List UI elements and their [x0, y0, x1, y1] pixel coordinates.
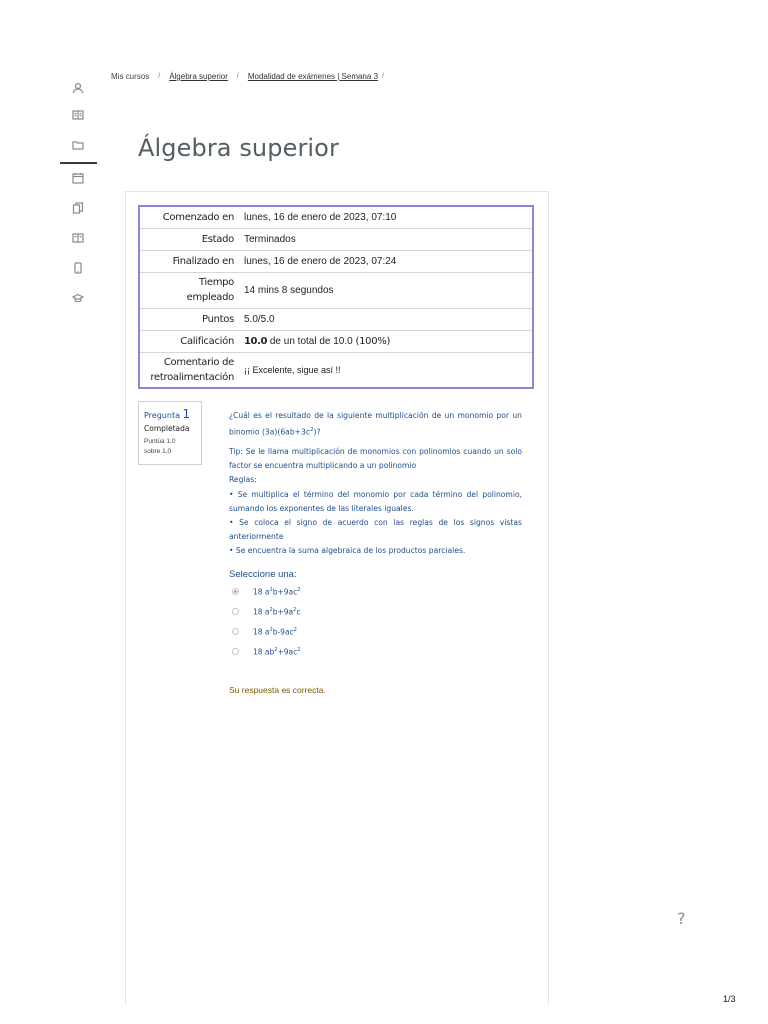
- radio-selected-icon[interactable]: [232, 588, 239, 595]
- user-icon[interactable]: [60, 78, 96, 98]
- option-label: 18 $a^2b+9ac^2$: [253, 587, 301, 597]
- answer-feedback: Su respuesta es correcta.: [229, 685, 326, 695]
- answer-prompt: Seleccione una:: [229, 569, 297, 580]
- question-info-box: [138, 401, 202, 465]
- summary-value: lunes, 16 de enero de 2023, 07:10: [244, 211, 397, 223]
- question-statement: [229, 409, 522, 440]
- summary-value: ¡¡ Excelente, sigue así !!: [238, 352, 533, 388]
- breadcrumb-separator: /: [158, 73, 161, 80]
- calendar-icon[interactable]: [60, 168, 96, 188]
- page-title: Álgebra superior: [138, 134, 339, 162]
- breadcrumb-my-courses[interactable]: Mis cursos: [111, 72, 150, 81]
- breadcrumb-section-link[interactable]: Modalidad de exámenes | Semana 3: [247, 72, 379, 81]
- grade-value: 10.0: [244, 335, 268, 347]
- radio-icon[interactable]: [232, 648, 239, 655]
- summary-row-points: [139, 308, 533, 330]
- question-label: Pregunta: [144, 411, 180, 420]
- rules-title: Reglas:: [229, 475, 257, 485]
- summary-label: Estado: [139, 228, 238, 250]
- radio-icon[interactable]: [232, 608, 239, 615]
- summary-label: Calificación: [139, 330, 238, 352]
- exponent: 2: [310, 427, 314, 434]
- summary-label: Finalizado en: [139, 250, 238, 272]
- question-statement-end: )?: [313, 427, 321, 437]
- folder-icon[interactable]: [60, 135, 96, 155]
- answer-option[interactable]: [232, 627, 297, 637]
- rule-item: • Se encuentra la suma algebraica de los productos parciales.: [229, 546, 466, 556]
- answer-option[interactable]: [232, 587, 300, 597]
- summary-label: Comenzado en: [162, 211, 234, 223]
- graduation-cap-icon[interactable]: [60, 288, 96, 308]
- summary-label: [139, 352, 238, 388]
- option-label: 18 $ab^2+9ac^2$: [253, 647, 301, 657]
- help-icon[interactable]: ?: [677, 909, 686, 928]
- question-number: [144, 407, 201, 421]
- summary-row-finished: [139, 250, 533, 272]
- rule-item: • Se coloca el signo de acuerdo con las reglas de los signos vistas anteriormente: [229, 517, 522, 542]
- question-text: [229, 409, 522, 559]
- summary-row-state: [139, 228, 533, 250]
- summary-label-line: empleado: [186, 292, 234, 303]
- question-number-value: 1: [182, 407, 191, 421]
- summary-value: lunes, 16 de enero de 2023, 07:24: [238, 250, 533, 272]
- option-label: 18 $a^2b+9a^2c$: [253, 607, 301, 617]
- summary-value: 5.0/5.0: [238, 308, 533, 330]
- question-state: Completada: [144, 424, 190, 433]
- option-label: 18 $a^2b-9ac^2$: [253, 627, 297, 637]
- phone-icon[interactable]: [60, 258, 96, 278]
- summary-label-line: retroalimentación: [150, 371, 234, 383]
- grade-total: de un total de 10.0: [267, 335, 356, 347]
- summary-value: [238, 330, 533, 352]
- summary-row-grade: [139, 330, 533, 352]
- radio-icon[interactable]: [232, 628, 239, 635]
- summary-row-comment: [139, 352, 533, 388]
- question-tip: Tip: Se le llama multiplicación de monomios con polinomios cuando un solo factor se encuentra multiplicando a un polinomio: [229, 446, 522, 471]
- rule-item: • Se multiplica el término del monomio por cada término del polinomio, sumando los exponentes de las literales iguales.: [229, 489, 522, 513]
- breadcrumb-separator: /: [236, 73, 239, 80]
- summary-label: Puntos: [139, 308, 238, 330]
- page-number: 1/3: [723, 994, 736, 1004]
- question-statement-text: ¿Cuál es el resultado de la siguiente multiplicación de un monomio por un binomio (3a)(6ab+3c: [229, 411, 522, 437]
- breadcrumb: [111, 72, 393, 81]
- summary-label: [139, 272, 238, 308]
- summary-row-started: [139, 206, 533, 228]
- attempt-summary-table: [138, 205, 534, 389]
- book-icon[interactable]: [60, 228, 96, 248]
- grade-percent: (100%): [355, 335, 391, 347]
- answer-option[interactable]: [232, 647, 300, 657]
- question-points: Puntúa 1,0 sobre 1,0: [144, 438, 176, 455]
- summary-value: Terminados: [238, 228, 533, 250]
- documents-icon[interactable]: [60, 198, 96, 218]
- answer-option[interactable]: [232, 607, 300, 617]
- summary-label-line: Comentario de: [163, 356, 234, 368]
- summary-row-time: [139, 272, 533, 308]
- summary-value: 14 mins 8 segundos: [238, 272, 533, 308]
- quiz-review-card: [125, 191, 549, 1004]
- breadcrumb-separator: /: [382, 73, 384, 80]
- active-indicator: [60, 162, 97, 164]
- summary-label-line: Tiempo: [198, 277, 234, 288]
- breadcrumb-course-link[interactable]: Álgebra superior: [169, 72, 228, 81]
- book-icon[interactable]: [60, 105, 96, 125]
